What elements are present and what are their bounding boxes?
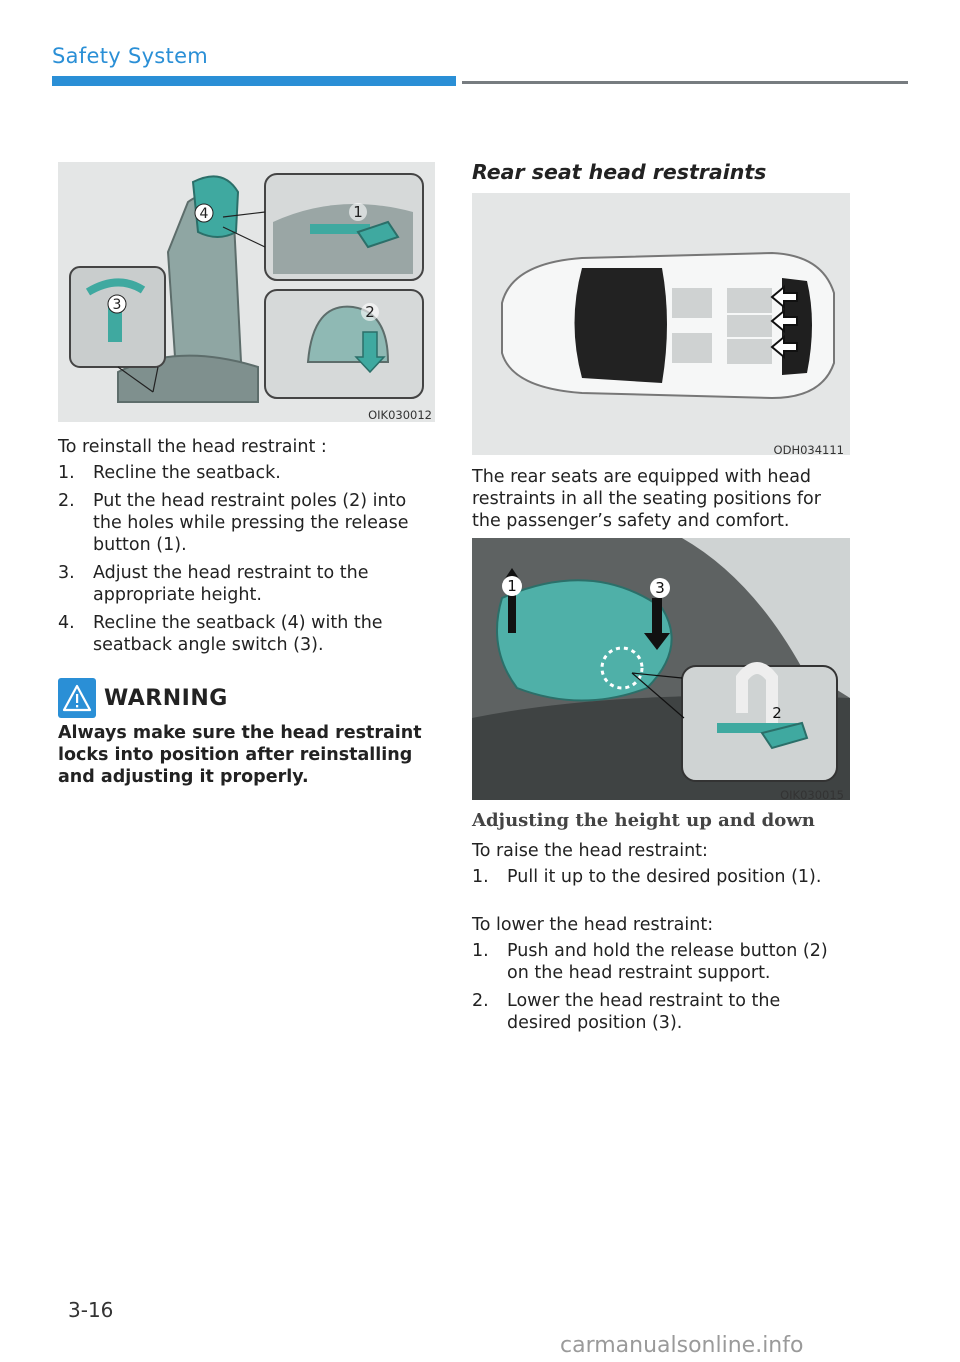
watermark: carmanualsonline.info: [560, 1333, 804, 1358]
label-4: [195, 204, 213, 222]
label-3: [108, 295, 126, 313]
raise-steps: [472, 866, 850, 894]
list-item: 2. Put the head restraint poles (2) into the holes while pressing the release button (1).: [58, 491, 409, 555]
reinstall-steps: [58, 462, 438, 662]
label-2: [361, 303, 379, 321]
svg-text:3: 3: [112, 297, 122, 313]
label-2: [772, 704, 782, 722]
svg-text:1: 1: [353, 203, 363, 221]
page-number: 3-16: [68, 1298, 114, 1322]
rear-seat-paragraph: The rear seats are equipped with head restraints in all the seating positions for the passenger’s safety and comfort.: [472, 467, 821, 531]
list-item: 4. Recline the seatback (4) with the seatback angle switch (3).: [58, 613, 383, 655]
figure-code: OIK030015: [780, 788, 844, 802]
figure-code: ODH034111: [773, 443, 844, 457]
svg-text:4: 4: [199, 206, 209, 222]
svg-text:3: 3: [655, 579, 665, 597]
label-3: [650, 578, 670, 598]
figure-seat-head-restraint: [58, 162, 435, 422]
list-item: 1. Push and hold the release button (2) on the head restraint support.: [472, 941, 828, 983]
warning-text: Always make sure the head restraint locks into position after reinstalling and adjusting it properly.: [58, 723, 422, 787]
figure-car-top-view: [472, 193, 850, 455]
warning-title: WARNING: [104, 686, 228, 711]
header-rule-gray: [462, 81, 908, 84]
label-1: [349, 203, 367, 221]
reinstall-intro: To reinstall the head restraint :: [58, 437, 327, 457]
lower-steps: [472, 940, 850, 1040]
figure-code: OIK030012: [368, 408, 432, 422]
label-1: [502, 576, 522, 596]
raise-intro: To raise the head restraint:: [472, 841, 708, 861]
list-item: 3. Adjust the head restraint to the appropriate height.: [58, 563, 369, 605]
list-item: 1. Pull it up to the desired position (1).: [472, 867, 822, 887]
svg-text:2: 2: [772, 704, 782, 722]
subheading-adjust-height: Adjusting the height up and down: [472, 810, 815, 831]
svg-text:2: 2: [365, 303, 375, 321]
svg-text:1: 1: [507, 577, 517, 595]
lower-intro: To lower the head restraint:: [472, 915, 714, 935]
figure-head-restraint-adjust: [472, 538, 850, 800]
heading-rear-seat-head-restraints: Rear seat head restraints: [472, 160, 767, 184]
list-item: 2. Lower the head restraint to the desired position (3).: [472, 991, 781, 1033]
section-title: Safety System: [52, 44, 209, 68]
header-rule-blue: [52, 76, 456, 86]
list-item: 1. Recline the seatback.: [58, 463, 281, 483]
warning-icon: [58, 678, 96, 718]
